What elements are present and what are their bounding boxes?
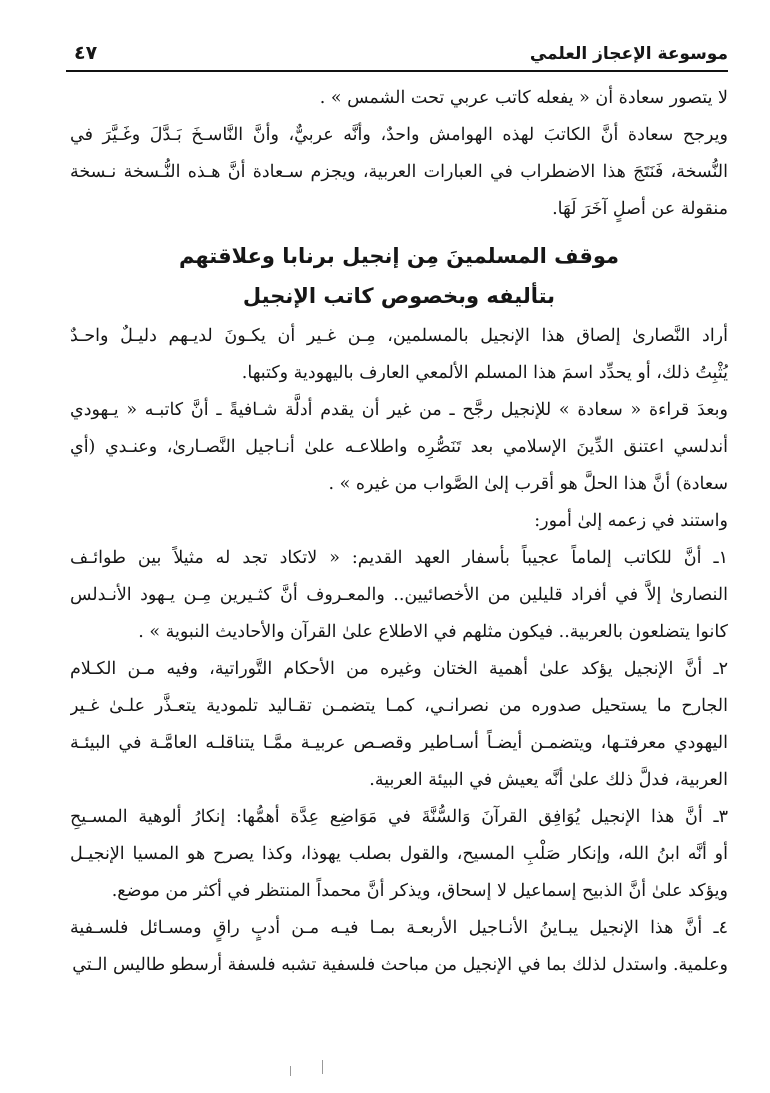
text-line: أو أنَّه ابنُ الله، وإنكار صَلْبِ المسيح، والقول بصلب يهوذا، وكذا يصرح هو المسيا الإنجيـل <box>70 844 728 864</box>
text-line: واستند في زعمه إلىٰ أمور: <box>534 511 728 531</box>
running-title: موسوعة الإعجاز العلمي <box>529 44 728 64</box>
text-line: كانوا يتضلعون بالعربية.. فيكون مثلهم في الاطلاع علىٰ القرآن والأحاديث النبوية » . <box>138 622 728 642</box>
paragraph <box>70 540 728 651</box>
page-number: ٤٧ <box>74 42 98 64</box>
paragraph <box>70 80 728 117</box>
text-line: وبعدَ قراءة « سعادة » للإنجيل رجَّح ـ من غير أن يقدم أدلَّة شـافيةً ـ أنَّ كاتبـه « يـهودي <box>70 400 728 420</box>
paragraph <box>70 503 728 540</box>
scan-mark <box>290 1066 291 1076</box>
paragraph <box>70 799 728 910</box>
paragraph <box>70 910 728 984</box>
text-line: ٢ـ أنَّ الإنجيل يؤكد علىٰ أهمية الختان وغيره من الأحكام التَّوراتية، وفيه مـن الكـلام <box>70 659 728 679</box>
text-line: الجارح ما يستحيل صدوره من نصرانـي، كمـا يتضمـن تقـاليد تلمودية يتعـذَّر علـىٰ غـير <box>70 696 728 716</box>
text-line: منقولة عن أصلٍ آخَرَ لَهَا. <box>552 199 728 219</box>
paragraph <box>70 651 728 799</box>
paragraph <box>70 392 728 503</box>
text-line: يُثْبِتُ ذلك، أو يحدِّد اسمَ هذا المسلم الألمعي العارف باليهودية وكتبها. <box>241 363 728 383</box>
text-line: ويؤكد علىٰ أنَّ الذبيح إسماعيل لا إسحاق، ويذكر أنَّ محمداً المنتظر في أكثر من موضع. <box>111 881 728 901</box>
text-line: أندلسي اعتنق الدِّينَ الإسلامي بعد تَنَصُّرِه واطلاعـه علىٰ أنـاجيل النَّصـارىٰ، وعنـدي (أي <box>70 437 728 457</box>
text-line: اليهودي معرفتـها، ويتضمـن أيضـاً أسـاطير وقصـص عربيـة ممَّـا يتناقلـه العامَّـة في البيئـة <box>70 733 728 753</box>
text-line: ٣ـ أنَّ هذا الإنجيل يُوَافِق القرآنَ وَالسُّنَّةَ في مَوَاضِع عِدَّة أهمُّها: إنكارُ ألوهية المسـيحِ <box>70 807 728 827</box>
heading-line: بتأليفه وبخصوص كاتب الإنجيل <box>242 284 556 308</box>
paragraph <box>70 117 728 228</box>
text-line: النصارىٰ إلاَّ في أفراد قليلين من الأخصائيين.. والمعـروف أنَّ كثـيرين مِـن يـهود الأنـدلس <box>70 585 728 605</box>
paragraph <box>70 318 728 392</box>
text-line: النُّسخة، فَنَتَجَ هذا الاضطراب في العبارات العربية، ويجزم سـعادة أنَّ هـذه النُّـسخة نـسخة <box>70 162 728 182</box>
page-body <box>70 80 728 984</box>
page-header <box>66 38 728 70</box>
text-line: أراد النَّصارىٰ إلصاق هذا الإنجيل بالمسلمين، مِـن غـير أن يكـونَ لديـهم دليـلٌ واحـدٌ <box>70 326 728 346</box>
text-line: العربية، فدلَّ ذلك علىٰ أنَّه يعيش في البيئة العربية. <box>369 770 728 790</box>
header-rule <box>66 70 728 72</box>
text-line: لا يتصور سعادة أن « يفعله كاتب عربي تحت الشمس » . <box>319 88 728 108</box>
section-heading <box>70 236 728 316</box>
heading-line: موقف المسلمينَ مِن إنجيل برنابا وعلاقتهم <box>178 244 620 268</box>
scan-mark <box>322 1060 323 1074</box>
text-line: ٤ـ أنَّ هذا الإنجيل يبـاينُ الأنـاجيل الأربعـة بمـا فيـه مـن أدبٍ راقٍ ومسـائل فلسـفية <box>70 918 728 938</box>
text-line: ويرجح سعادة أنَّ الكاتبَ لهذه الهوامش واحدٌ، وأنَّه عربيٌّ، وأنَّ النَّاسـخَ بَـدَّلَ وغَـيَّرَ في <box>70 125 728 145</box>
text-line: ١ـ أنَّ للكاتب إلماماً عجيباً بأسفار العهد القديم: « لاتكاد تجد له مثيلاً بين طوائـف <box>70 548 728 568</box>
text-line: وعلمية. واستدل لذلك بما في الإنجيل من مباحث فلسفية تشبه فلسفة أرسطو طاليس الـتي <box>72 955 728 975</box>
text-line: سعادة) أنَّ هذا الحلَّ هو أقرب إلىٰ الصَّواب من غيره » . <box>328 474 728 494</box>
